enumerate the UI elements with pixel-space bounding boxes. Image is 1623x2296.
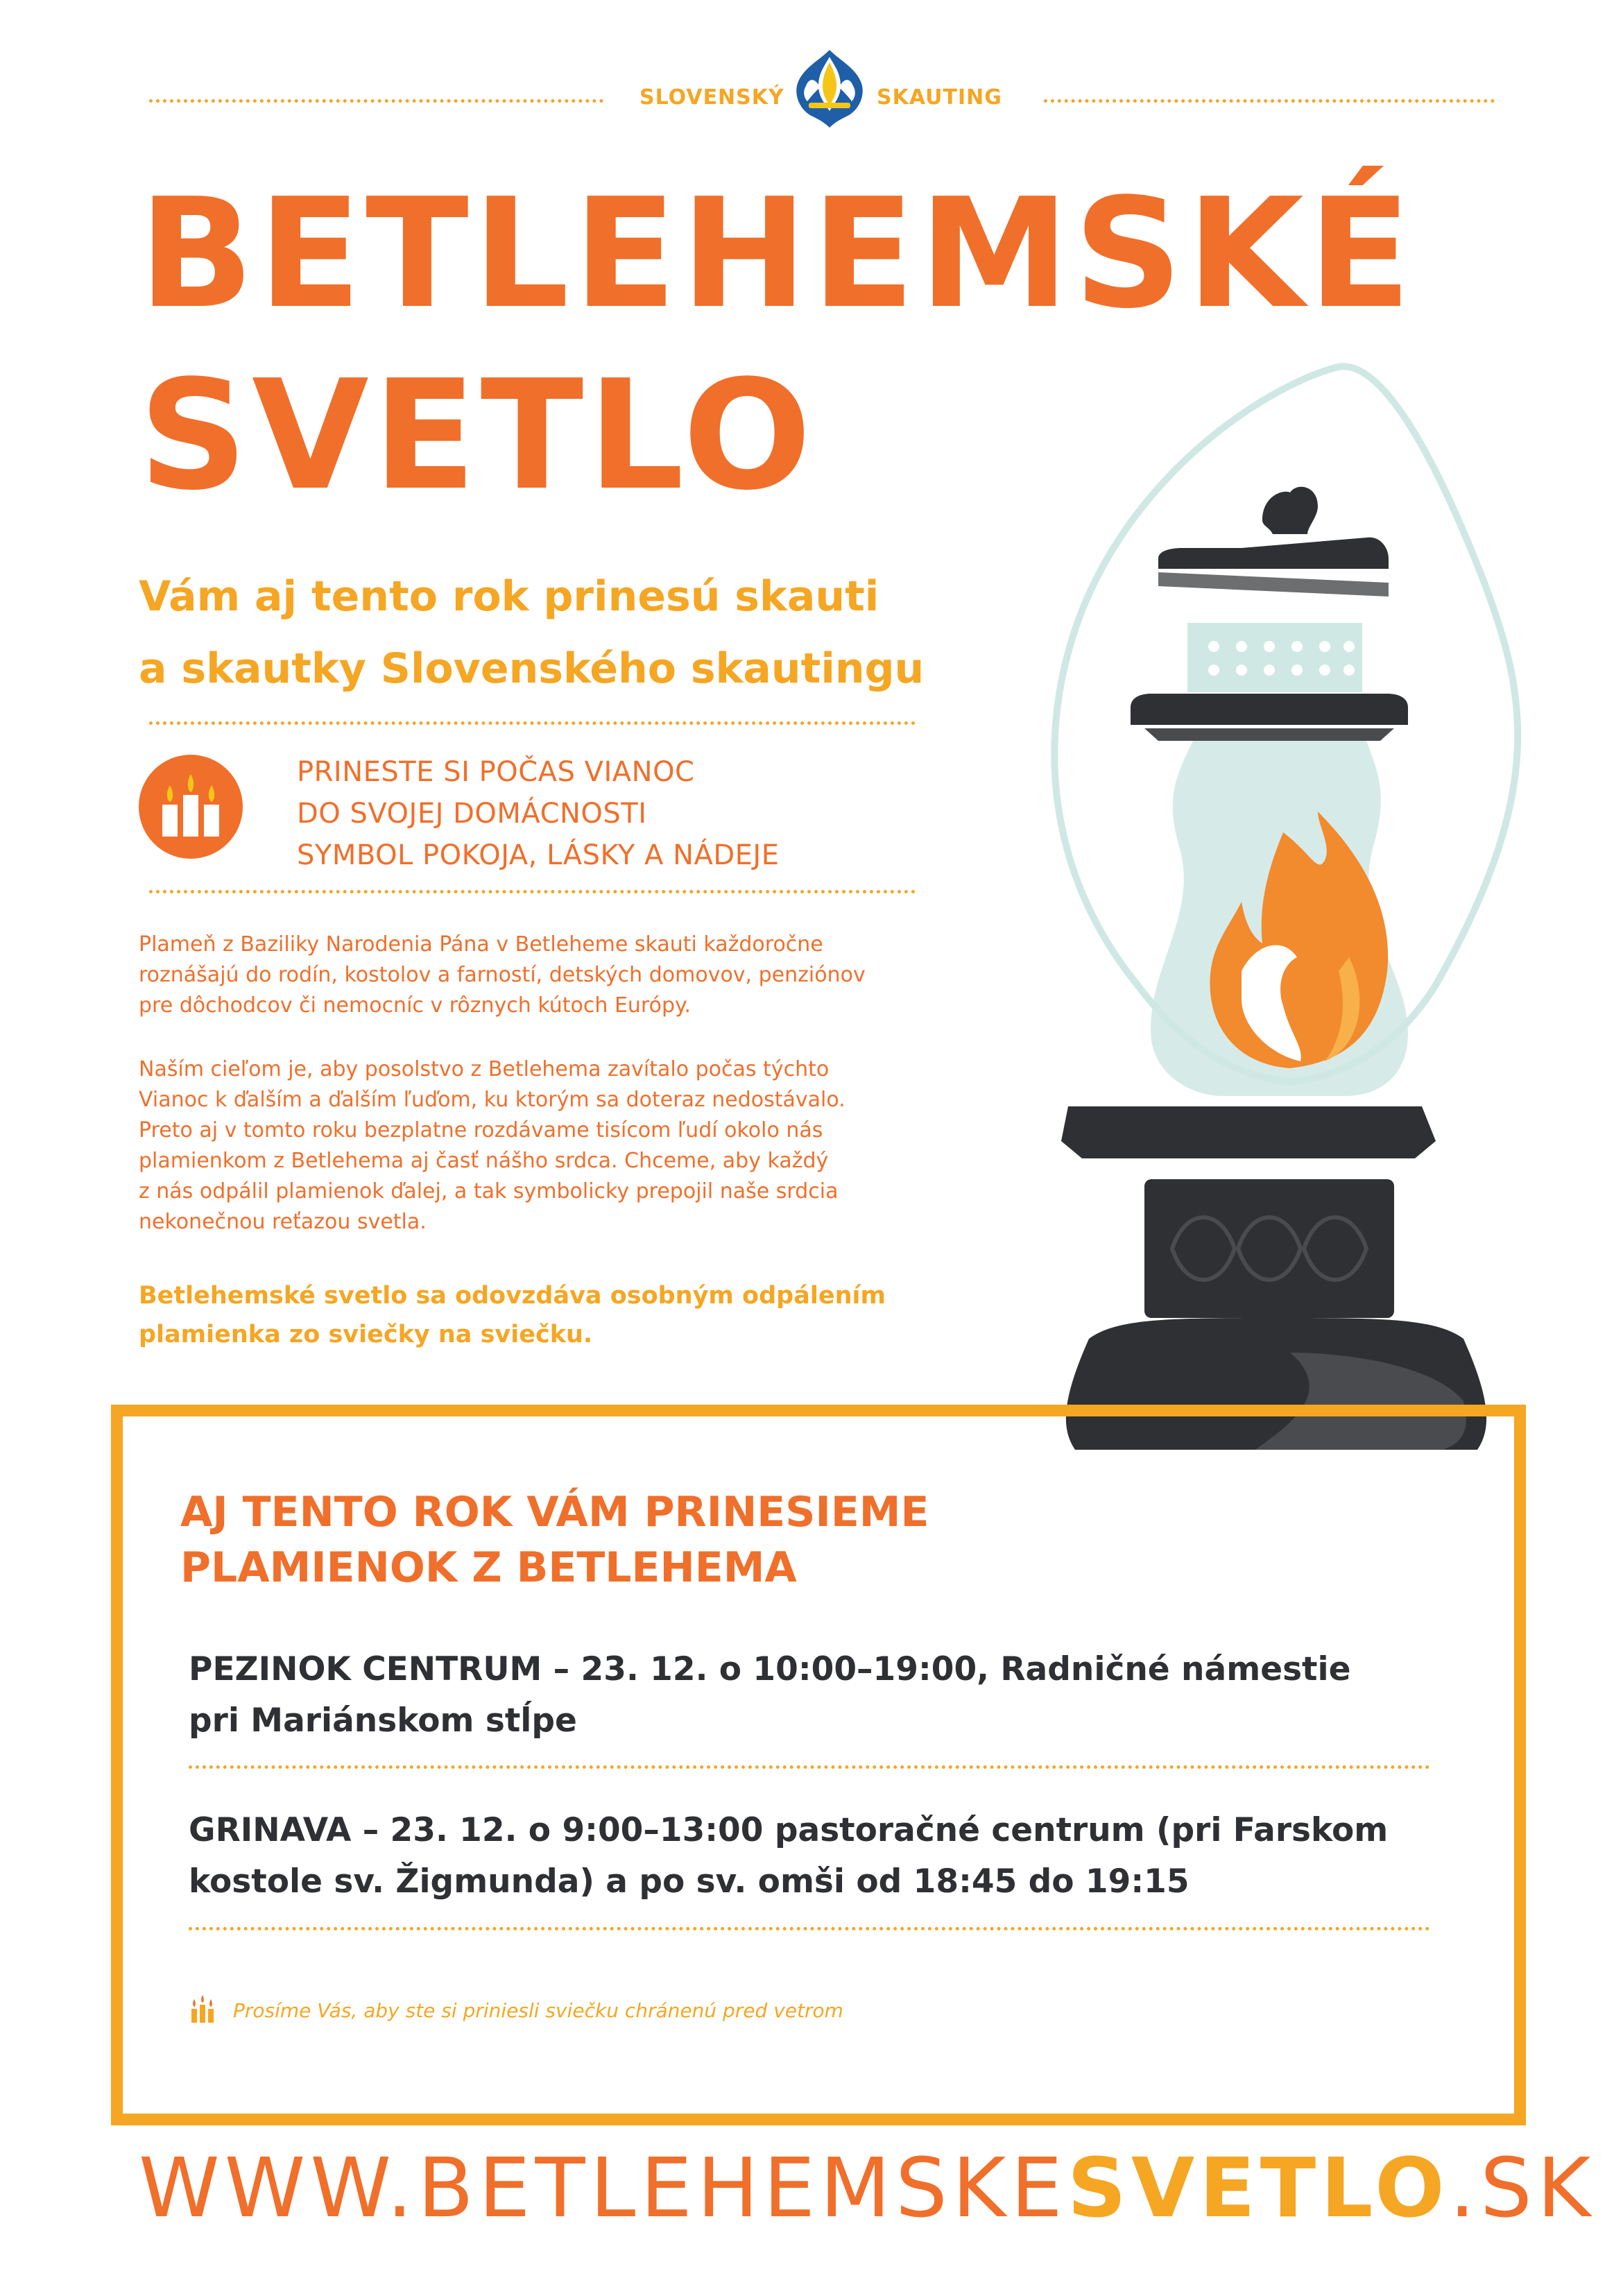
paragraph-3-line: Betlehemské svetlo sa odovzdáva osobným odpálením xyxy=(139,1282,886,1310)
events-box-title-line-1: AJ TENTO ROK VÁM PRINESIEME xyxy=(180,1488,929,1536)
header-divider-left xyxy=(149,99,603,103)
paragraph-3-line: plamienka zo sviečky na sviečku. xyxy=(139,1321,593,1348)
paragraph-2-line: Naším cieľom je, aby posolstvo z Betlehema zavítalo počas týchto xyxy=(139,1057,830,1081)
location-line: GRINAVA – 23. 12. o 9:00–13:00 pastoračné centrum (pri Farskom xyxy=(189,1811,1389,1849)
brand-left-text: SLOVENSKÝ xyxy=(639,85,784,110)
location-line: kostole sv. Žigmunda) a po sv. omši od 18:45 do 19:15 xyxy=(189,1862,1190,1901)
paragraph-1-line: roznášajú do rodín, kostolov a farností, detských domovov, penziónov xyxy=(139,963,866,987)
divider-top xyxy=(149,721,916,725)
paragraph-2-line: z nás odpálil plamienok ďalej, a tak symbolicky prepojil naše srdcia xyxy=(139,1179,839,1203)
location-line: pri Mariánskom stĺpe xyxy=(189,1702,577,1740)
header-divider-right xyxy=(1044,99,1495,103)
candles-icon xyxy=(139,755,243,859)
title-line-1: BETLEHEMSKÉ xyxy=(139,166,1416,342)
candle-note: Prosíme Vás, aby ste si priniesli sviečku chránenú pred vetrom xyxy=(233,1999,843,2022)
slogan-line-2: DO SVOJEJ DOMÁCNOSTI xyxy=(297,798,647,830)
location-line: PEZINOK CENTRUM – 23. 12. o 10:00–19:00, Radničné námestie xyxy=(189,1650,1351,1688)
paragraph-2-line: plamienkom z Betlehema aj časť nášho srdca. Chceme, aby každý xyxy=(139,1149,829,1173)
paragraph-1-line: Plameň z Baziliky Narodenia Pána v Betleheme skauti každoročne xyxy=(139,932,823,957)
paragraph-2-line: nekonečnou reťazou svetla. xyxy=(139,1210,427,1234)
divider-bottom xyxy=(149,890,916,893)
events-box-title-line-2: PLAMIENOK Z BETLEHEMA xyxy=(180,1543,797,1592)
website-url[interactable] xyxy=(139,2140,1596,2236)
subtitle-line-1: Vám aj tento rok prinesú skauti xyxy=(139,572,879,621)
paragraph-1 xyxy=(139,929,971,1021)
paragraph-2 xyxy=(139,1054,971,1237)
website-url-part-1: WWW.BETLEHEMSKE xyxy=(139,2140,1067,2236)
subtitle-line-2: a skautky Slovenského skautingu xyxy=(139,644,925,693)
brand-right-text: SKAUTING xyxy=(877,85,1002,110)
website-url-part-3: .SK xyxy=(1449,2140,1596,2236)
location-divider xyxy=(189,1927,1430,1930)
slogan-line-3: SYMBOL POKOJA, LÁSKY A NÁDEJE xyxy=(297,839,780,871)
slogan xyxy=(297,751,780,876)
location-grinava xyxy=(189,1805,1388,1908)
paragraph-2-line: Vianoc k ďalším a ďalším ľuďom, ku ktorým sa doteraz nedostávalo. xyxy=(139,1088,845,1112)
events-box-title xyxy=(180,1484,929,1595)
slogan-line-1: PRINESTE SI POČAS VIANOC xyxy=(297,756,695,788)
paragraph-3 xyxy=(139,1276,886,1354)
paragraph-2-line: Preto aj v tomto roku bezplatne rozdávame tisícom ľudí okolo nás xyxy=(139,1118,823,1142)
location-pezinok xyxy=(189,1644,1351,1747)
subtitle xyxy=(139,560,924,705)
location-divider xyxy=(189,1765,1430,1769)
paragraph-1-line: pre dôchodcov či nemocníc v rôznych kútoch Európy. xyxy=(139,993,691,1018)
title-line-2: SVETLO xyxy=(139,348,816,524)
website-url-part-2: SVETLO xyxy=(1067,2140,1450,2236)
scout-lily-icon xyxy=(791,47,868,130)
candles-small-icon xyxy=(189,1994,216,2024)
lantern-illustration xyxy=(992,347,1568,1457)
